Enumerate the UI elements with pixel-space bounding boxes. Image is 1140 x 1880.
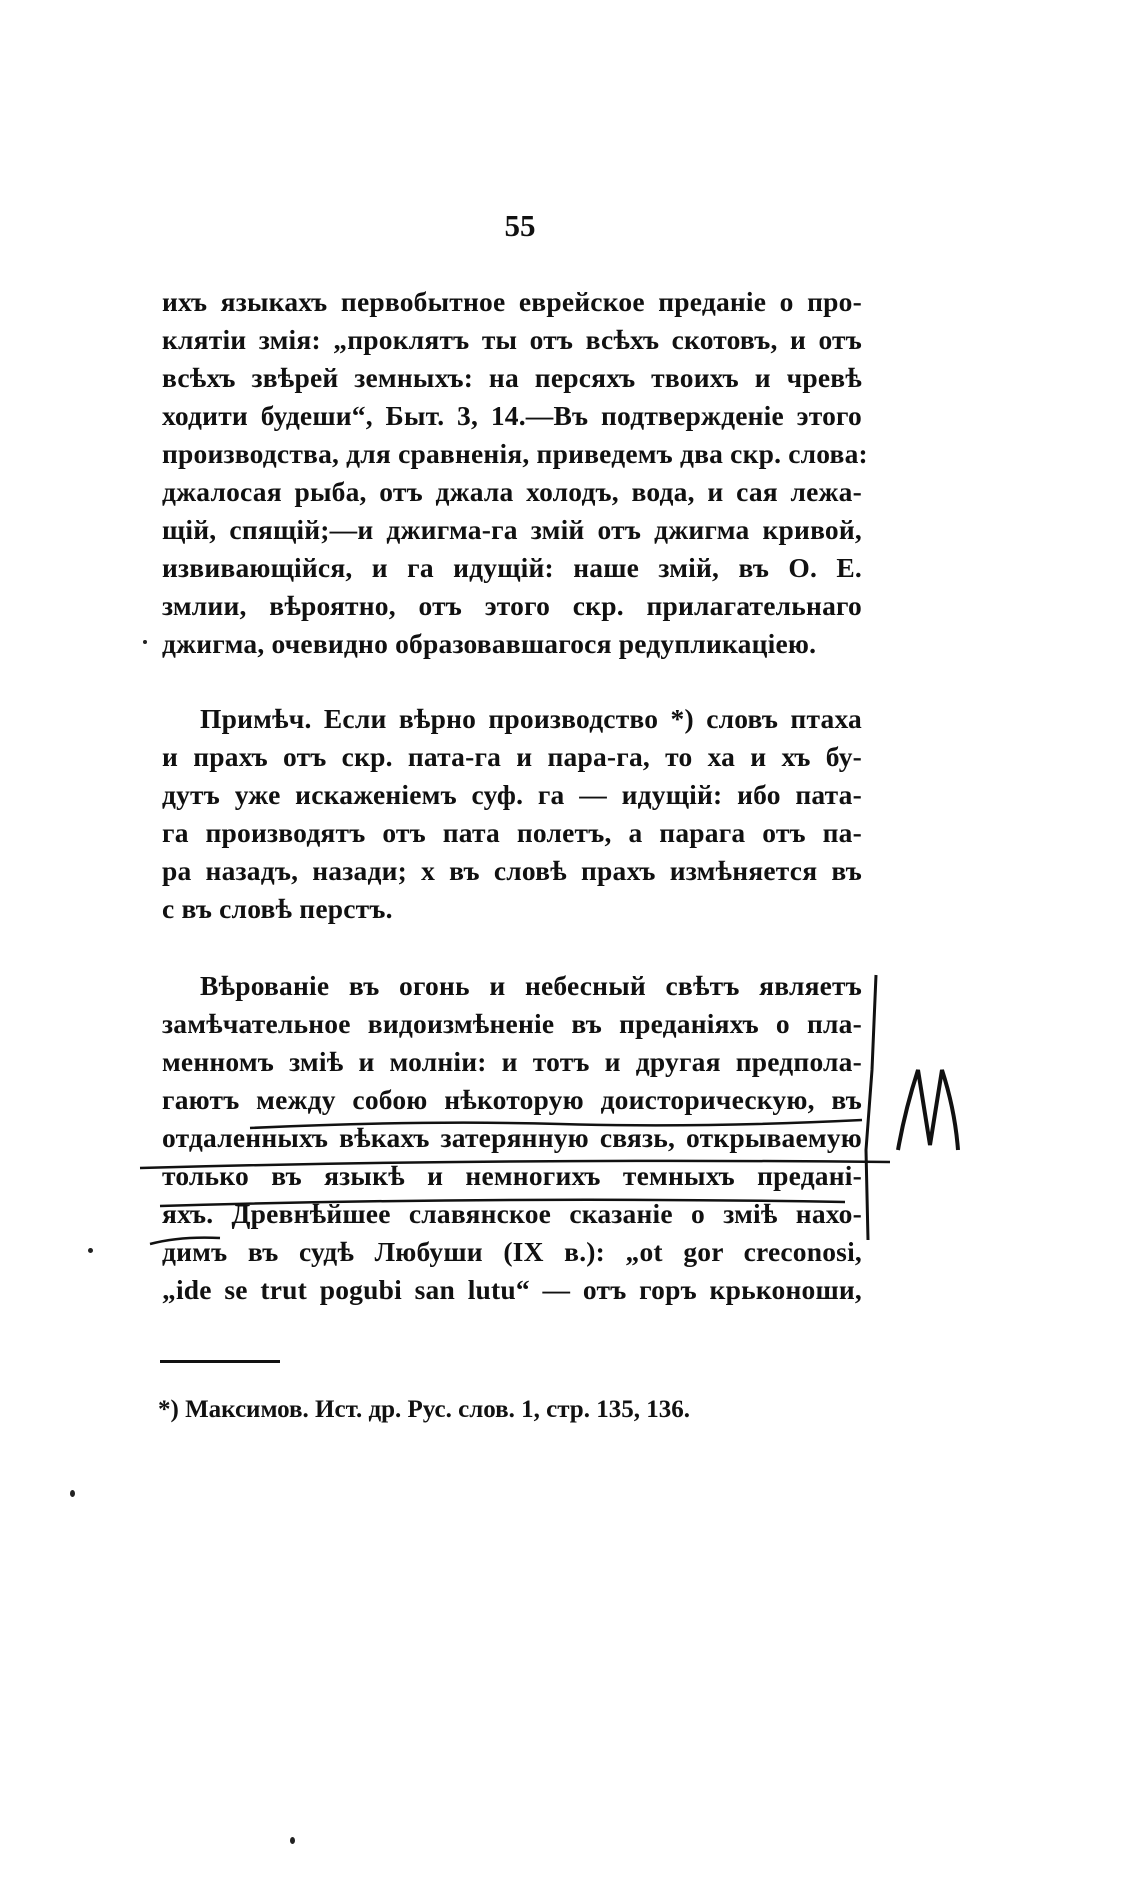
text-line: гаютъ между собою нѣкоторую доисторическую, въ: [162, 1084, 862, 1115]
footnote-rule: [160, 1360, 280, 1363]
text-line: „ide se trut pogubi san lutu“ — отъ горъ крьконоши,: [162, 1274, 862, 1305]
margin-bracket: [866, 975, 876, 1240]
text-line: ходити будеши“, Быт. 3, 14.—Въ подтвержденіе этого: [162, 400, 862, 431]
note-line: ра назадъ, назади; х въ словѣ прахъ измѣняется въ: [162, 855, 862, 886]
margin-letter-mark: [898, 1070, 958, 1150]
text-line: змлии, вѣроятно, отъ этого скр. прилагательнаго: [162, 590, 862, 621]
text-line: клятіи змія: „проклятъ ты отъ всѣхъ скотовъ, и отъ: [162, 324, 862, 355]
speck: [290, 1837, 295, 1844]
footnote: *) Максимов. Ист. др. Рус. слов. 1, стр. 135, 136.: [158, 1396, 690, 1423]
text-line: отдаленныхъ вѣкахъ затерянную связь, открываемую: [162, 1122, 862, 1153]
note-line: дутъ уже искаженіемъ суф. га — идущій: ибо пата-: [162, 779, 862, 810]
text-line: Вѣрованіе въ огонь и небесный свѣтъ являетъ: [200, 970, 862, 1001]
text-line: щій, спящій;—и джигма-га змій отъ джигма кривой,: [162, 514, 862, 545]
note-line: и прахъ отъ скр. пата-га и пара-га, то ха и хъ бу-: [162, 741, 862, 772]
text-line: всѣхъ звѣрей земныхъ: на персяхъ твоихъ и чревѣ: [162, 362, 862, 393]
speck: [88, 1248, 93, 1253]
note-line: га производятъ отъ пата полетъ, а парага отъ па-: [162, 817, 862, 848]
text-line: только въ языкѣ и немногихъ темныхъ предані-: [162, 1160, 862, 1191]
text-line: менномъ зміѣ и молніи: и тотъ и другая предпола-: [162, 1046, 862, 1077]
speck: [70, 1490, 75, 1497]
speck: [143, 640, 147, 644]
note-line: с въ словѣ перстъ.: [162, 893, 393, 924]
text-line: яхъ. Древнѣйшее славянское сказаніе о зміѣ нахо-: [162, 1198, 862, 1229]
text-line: замѣчательное видоизмѣненіе въ преданіяхъ о пла-: [162, 1008, 862, 1039]
text-line: джалосая рыба, отъ джала холодъ, вода, и сая лежа-: [162, 476, 862, 507]
text-line: димъ въ судѣ Любуши (IX в.): „ot gor creconosi,: [162, 1236, 862, 1267]
text-line: производства, для сравненія, приведемъ два скр. слова:: [162, 438, 868, 469]
text-line: джигма, очевидно образовавшагося редупликаціею.: [162, 628, 817, 659]
text-line: извивающійся, и га идущій: наше змій, въ О. Е.: [162, 552, 862, 583]
note-line: Примѣч. Если вѣрно производство *) словъ птаха: [200, 703, 862, 734]
page-number: 55: [504, 208, 536, 243]
text-line: ихъ языкахъ первобытное еврейское преданіе о про-: [162, 286, 862, 317]
